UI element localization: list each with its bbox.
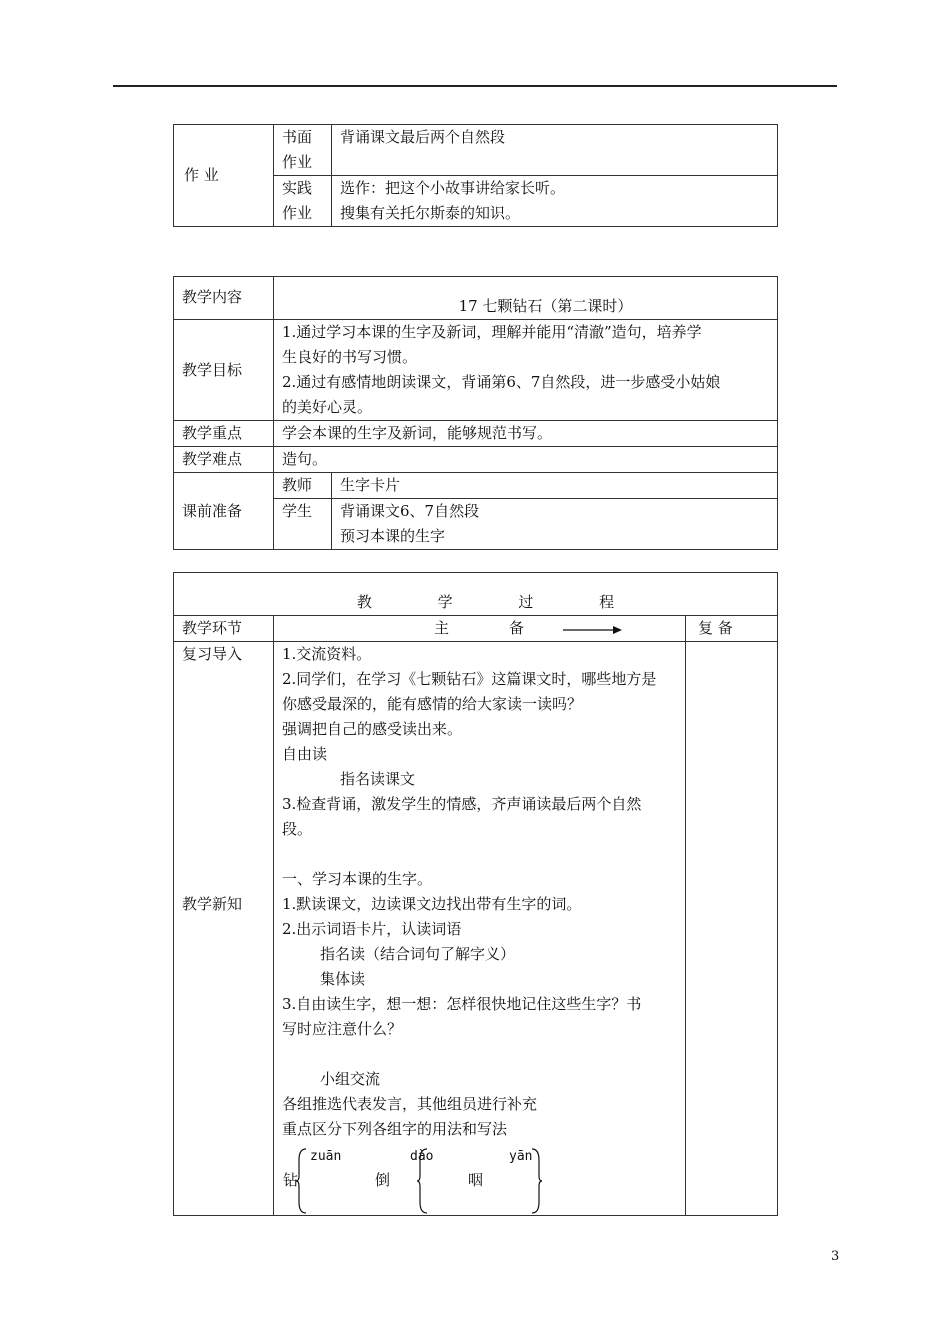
- process-line: [282, 842, 679, 867]
- teacher-label-cell: [274, 473, 332, 499]
- process-line: 各组推选代表发言，其他组员进行补充: [282, 1095, 538, 1113]
- homework-type-practice: [274, 176, 332, 227]
- lesson-title: 17 七颗钻石（第二课时）: [458, 297, 633, 315]
- goal-label-cell: [174, 320, 274, 421]
- stage-new: 教学新知: [182, 895, 243, 913]
- process-line: 你感受最深的，能有感情的给大家读一读吗？: [282, 695, 583, 713]
- prep-label-cell: [174, 473, 274, 550]
- process-table: [173, 572, 778, 1216]
- process-title-char: 程: [599, 593, 615, 611]
- student-line: 背诵课文6、7自然段: [340, 502, 480, 520]
- difficulty-label: 教学难点: [182, 450, 243, 468]
- process-line: 1.交流资料。: [282, 645, 372, 663]
- difficulty-value: 造句。: [282, 450, 328, 468]
- prep-label: 课前准备: [182, 501, 243, 520]
- process-line: 2.出示词语卡片，认读词语: [282, 920, 462, 938]
- student-value-cell: [332, 499, 778, 550]
- page-number: 3: [831, 1249, 840, 1264]
- homework-type-line: 作业: [282, 204, 313, 222]
- key-label-cell: [174, 421, 274, 447]
- process-line: 强调把自己的感受读出来。: [282, 720, 463, 738]
- process-line: 自由读: [282, 745, 328, 763]
- char-groups: [274, 1146, 686, 1216]
- homework-type-line: 作业: [282, 153, 313, 171]
- main-header-char: 备: [509, 619, 525, 637]
- content-value-cell: [274, 277, 778, 320]
- process-title-cell: [174, 573, 778, 616]
- homework-content-line: 背诵课文最后两个自然段: [340, 128, 506, 146]
- main-header-cell: [274, 616, 686, 642]
- homework-type-written: [274, 125, 332, 176]
- homework-table: [173, 124, 778, 227]
- goal-label: 教学目标: [182, 360, 243, 379]
- process-line: 集体读: [320, 970, 366, 988]
- teacher-value: 生字卡片: [340, 476, 401, 494]
- review-header: 复 备: [698, 619, 733, 637]
- process-line: 3.检查背诵，激发学生的情感，齐声诵读最后两个自然: [282, 795, 642, 813]
- goal-line: 生良好的书写习惯。: [282, 348, 418, 366]
- homework-content-practice: [332, 176, 778, 227]
- pinyin-yan: yān: [509, 1149, 533, 1164]
- process-line: 小组交流: [320, 1070, 381, 1088]
- goal-line: 2.通过有感情地朗读课文，背诵第6、7自然段，进一步感受小姑娘: [282, 373, 721, 391]
- main-header-char: 主: [434, 619, 450, 637]
- process-line: 一、学习本课的生字。: [282, 870, 433, 888]
- teacher-label: 教师: [282, 476, 313, 494]
- header-rule: [113, 85, 837, 87]
- key-label: 教学重点: [182, 424, 243, 442]
- homework-label-cell: [174, 125, 274, 227]
- process-line: 段。: [282, 820, 313, 838]
- process-title-char: 教: [356, 593, 372, 611]
- process-line: 2.同学们，在学习《七颗钻石》这篇课文时，哪些地方是: [282, 670, 657, 688]
- goal-line: 的美好心灵。: [282, 398, 373, 416]
- homework-content-line: 搜集有关托尔斯泰的知识。: [340, 204, 521, 222]
- key-value: 学会本课的生字及新词，能够规范书写。: [282, 424, 553, 442]
- content-label: 教学内容: [182, 288, 243, 306]
- difficulty-label-cell: [174, 447, 274, 473]
- lesson-plan-table: [173, 276, 778, 550]
- process-title-char: 学: [437, 593, 453, 611]
- process-line: 3.自由读生字，想一想：怎样很快地记住这些生字？书: [282, 995, 642, 1013]
- stage-review: 复习导入: [182, 645, 243, 663]
- goal-content-cell: [274, 320, 778, 421]
- homework-type-line: 书面: [282, 128, 313, 146]
- review-column: [686, 642, 778, 1216]
- key-value-cell: [274, 421, 778, 447]
- process-line: [282, 1042, 679, 1067]
- homework-type-line: 实践: [282, 179, 313, 197]
- process-line: 重点区分下列各组字的用法和写法: [282, 1120, 508, 1138]
- student-line: 预习本课的生字: [340, 527, 446, 545]
- process-line: 指名读课文: [340, 770, 416, 788]
- student-label-cell: [274, 499, 332, 550]
- teacher-value-cell: [332, 473, 778, 499]
- char-yan: 咽: [468, 1171, 484, 1189]
- pinyin-zuan: zuān: [310, 1149, 342, 1164]
- pinyin-dao: dào: [410, 1149, 434, 1164]
- homework-label: 作 业: [184, 166, 219, 184]
- difficulty-value-cell: [274, 447, 778, 473]
- review-header-cell: [686, 616, 778, 642]
- process-title-char: 过: [518, 593, 534, 611]
- student-label: 学生: [282, 502, 313, 520]
- process-line: 写时应注意什么？: [282, 1020, 403, 1038]
- process-line: 1.默读课文，边读课文边找出带有生字的词。: [282, 895, 582, 913]
- goal-line: 1.通过学习本课的生字及新词，理解并能用“清澈”造句，培养学: [282, 323, 702, 341]
- arrow-right-icon: [563, 624, 623, 636]
- char-zuan: 钻: [283, 1171, 299, 1189]
- content-label-cell: [174, 277, 274, 320]
- char-dao: 倒: [375, 1171, 391, 1189]
- stage-column: [174, 642, 274, 1216]
- process-line: 指名读（结合词句了解字义）: [320, 945, 516, 963]
- stage-header-cell: [174, 616, 274, 642]
- stage-header: 教学环节: [182, 619, 243, 637]
- homework-content-written: [332, 125, 778, 176]
- homework-content-line: 选作：把这个小故事讲给家长听。: [340, 179, 566, 197]
- main-content-column: [274, 642, 686, 1216]
